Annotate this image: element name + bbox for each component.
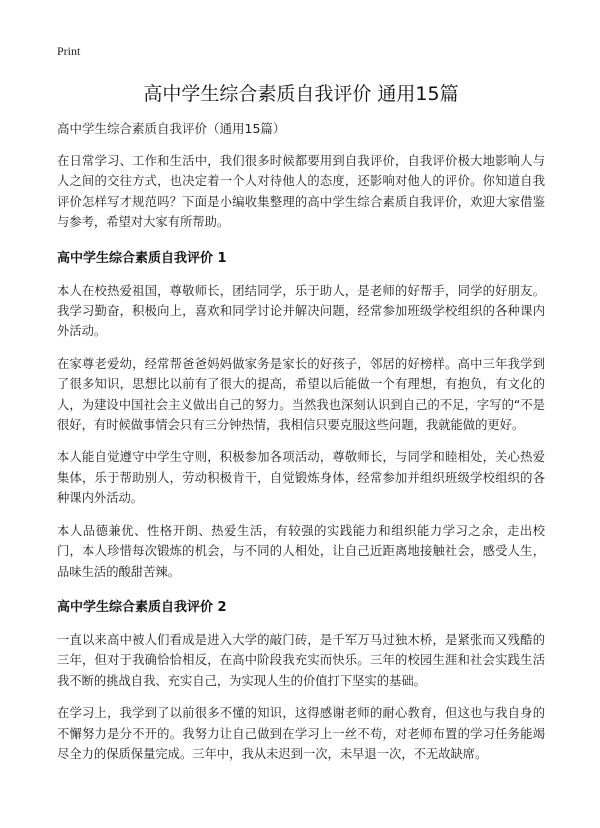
document-page (57, 40, 545, 764)
section-1 (57, 249, 545, 582)
section-heading: 高中学生综合素质自我评价 2 (57, 599, 227, 615)
intro-paragraph: 在日常学习、工作和生活中，我们很多时候都要用到自我评价，自我评价极大地影响人与人之间的交往方式，也决定着一个人对待他人的态度，还影响对他人的评价。你知道自我评价怎样写才规范吗？下面是小编收集整理的高中学生综合素质自我评价，欢迎大家借鉴与参考，希望对大家有所帮助。 (57, 154, 545, 230)
document-title: 高中学生综合素质自我评价 通用15篇 (143, 83, 459, 105)
print-link[interactable]: Print (57, 44, 81, 58)
body-paragraph: 本人在校热爱祖国，尊敬师长，团结同学，乐于助人，是老师的好帮手，同学的好朋友。我学习勤奋，积极向上，喜欢和同学讨论并解决问题，经常参加班级学校组织的各种课内外活动。 (57, 283, 545, 339)
body-paragraph: 一直以来高中被人们看成是进入大学的敲门砖，是千军万马过独木桥，是紧张而又残酷的三年，但对于我确恰恰相反，在高中阶段我充实而快乐。三年的校园生涯和社会实践生活我不断的挑战自我、充实自己，为实现人生的价值打下坚实的基础。 (57, 632, 545, 688)
section-heading: 高中学生综合素质自我评价 1 (57, 250, 227, 266)
document-subtitle: 高中学生综合素质自我评价（通用15篇） (57, 121, 286, 136)
section-2 (57, 598, 545, 764)
body-paragraph: 本人品德兼优、性格开朗、热爱生活，有较强的实践能力和组织能力学习之余，走出校门，本人珍惜每次锻炼的机会，与不同的人相处，让自己近距离地接触社会，感受人生，品味生活的酸甜苦辣。 (57, 523, 545, 579)
body-paragraph: 本人能自觉遵守中学生守则，积极参加各项活动，尊敬师长，与同学和睦相处，关心热爱集体，乐于帮助别人，劳动积极肯干，自觉锻炼身体，经常参加并组织班级学校组织的各种课内外活动。 (57, 450, 545, 506)
body-paragraph: 在家尊老爱幼，经常帮爸爸妈妈做家务是家长的好孩子，邻居的好榜样。高中三年我学到了很多知识，思想比以前有了很大的提高，希望以后能做一个有理想，有抱负，有文化的人，为建设中国社会主义做出自己的努力。当然我也深刻认识到自己的不足，字写的“不是很好，有时候做事情会只有三分钟热情，我相信只要克服这些问题，我就能做的更好。 (57, 356, 545, 433)
body-paragraph: 在学习上，我学到了以前很多不懂的知识，这得感谢老师的耐心教育，但这也与我自身的不懈努力是分不开的。我努力让自己做到在学习上一丝不苟，对老师布置的学习任务能竭尽全力的保质保量完成。三年中，我从未迟到一次，未早退一次，不无故缺席。 (57, 706, 545, 761)
